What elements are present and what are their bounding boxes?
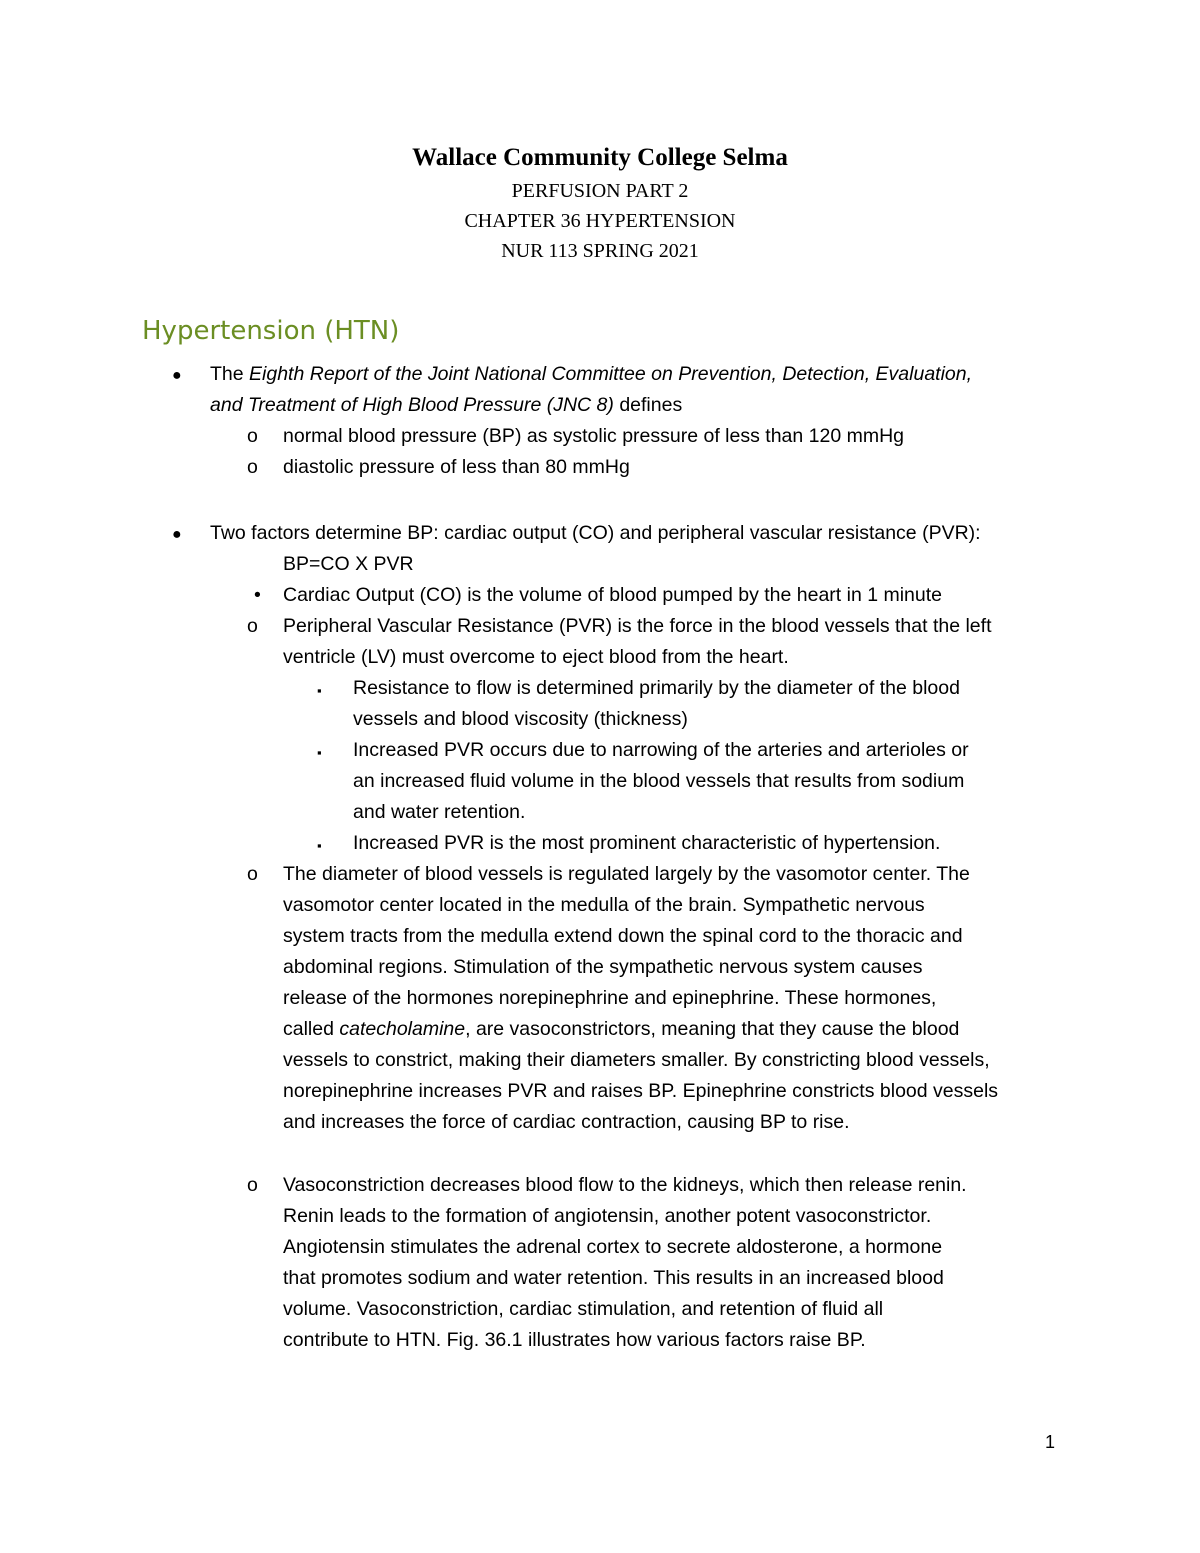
bullet-dot-icon: • bbox=[254, 584, 261, 606]
text-segment: , are vasoconstrictors, meaning that they cause the blood bbox=[465, 1018, 960, 1040]
vasomotor-line-4: abdominal regions. Stimulation of the sympathetic nervous system causes bbox=[283, 956, 923, 978]
text-segment: defines bbox=[613, 394, 683, 416]
increased-pvr-line-1: Increased PVR occurs due to narrowing of the arteries and arterioles or bbox=[353, 739, 969, 761]
text-segment: called bbox=[283, 1018, 340, 1040]
vasoconstriction-line-2: Renin leads to the formation of angiotensin, another potent vasoconstrictor. bbox=[283, 1205, 932, 1227]
chapter-title: CHAPTER 36 HYPERTENSION bbox=[464, 210, 736, 232]
bullet-circle-icon: o bbox=[247, 615, 258, 637]
cardiac-output-item: Cardiac Output (CO) is the volume of blood pumped by the heart in 1 minute bbox=[283, 584, 943, 606]
page-number: 1 bbox=[1045, 1432, 1056, 1452]
bullet-circle-icon: o bbox=[247, 456, 258, 478]
vasomotor-line-9: and increases the force of cardiac contraction, causing BP to rise. bbox=[283, 1111, 850, 1133]
vasoconstriction-line-1: Vasoconstriction decreases blood flow to the kidneys, which then release renin. bbox=[283, 1174, 967, 1196]
vasomotor-line-8: norepinephrine increases PVR and raises BP. Epinephrine constricts blood vessels bbox=[283, 1080, 999, 1102]
college-name: Wallace Community College Selma bbox=[412, 144, 788, 171]
vasomotor-line-2: vasomotor center located in the medulla of the brain. Sympathetic nervous bbox=[283, 894, 925, 916]
pvr-line-2: ventricle (LV) must overcome to eject blood from the heart. bbox=[283, 646, 789, 668]
bullet-square-icon: ▪ bbox=[317, 745, 322, 760]
term-catecholamine: catecholamine bbox=[339, 1018, 466, 1040]
vasoconstriction-line-6: contribute to HTN. Fig. 36.1 illustrates how various factors raise BP. bbox=[283, 1329, 866, 1351]
bullet-square-icon: ▪ bbox=[317, 838, 322, 853]
pvr-line-1: Peripheral Vascular Resistance (PVR) is the force in the blood vessels that the left bbox=[283, 615, 992, 637]
bullet-disc-icon: ● bbox=[172, 367, 182, 384]
bp-formula: BP=CO X PVR bbox=[283, 553, 414, 575]
bullet-circle-icon: o bbox=[247, 863, 258, 885]
vasoconstriction-line-5: volume. Vasoconstriction, cardiac stimulation, and retention of fluid all bbox=[283, 1298, 884, 1320]
vasomotor-line-3: system tracts from the medulla extend down the spinal cord to the thoracic and bbox=[283, 925, 963, 947]
vasoconstriction-line-4: that promotes sodium and water retention. This results in an increased blood bbox=[283, 1267, 944, 1289]
bp-factors-line: Two factors determine BP: cardiac output (CO) and peripheral vascular resistance (PVR): bbox=[210, 522, 981, 544]
report-title-part-2: and Treatment of High Blood Pressure (JNC 8) bbox=[210, 394, 614, 416]
jnc8-line-2 bbox=[210, 390, 682, 421]
vasomotor-line-7: vessels to constrict, making their diameters smaller. By constricting blood vessels, bbox=[283, 1049, 990, 1071]
normal-bp-item: normal blood pressure (BP) as systolic pressure of less than 120 mmHg bbox=[283, 425, 905, 447]
bullet-circle-icon: o bbox=[247, 425, 258, 447]
diastolic-item: diastolic pressure of less than 80 mmHg bbox=[283, 456, 630, 478]
vasomotor-line-5: release of the hormones norepinephrine and epinephrine. These hormones, bbox=[283, 987, 937, 1009]
vasomotor-line-1: The diameter of blood vessels is regulated largely by the vasomotor center. The bbox=[283, 863, 970, 885]
section-heading: Hypertension (HTN) bbox=[142, 316, 400, 346]
report-title-part-1: Eighth Report of the Joint National Committee on Prevention, Detection, Evaluation, bbox=[249, 363, 973, 385]
bullet-disc-icon: ● bbox=[172, 526, 182, 543]
course-term: NUR 113 SPRING 2021 bbox=[501, 240, 699, 262]
increased-pvr-line-2: an increased fluid volume in the blood vessels that results from sodium bbox=[353, 770, 965, 792]
text-segment: The bbox=[210, 363, 250, 385]
resistance-line-1: Resistance to flow is determined primarily by the diameter of the blood bbox=[353, 677, 960, 699]
bullet-square-icon: ▪ bbox=[317, 683, 322, 698]
vasomotor-line-6 bbox=[283, 1014, 959, 1045]
vasoconstriction-line-3: Angiotensin stimulates the adrenal cortex to secrete aldosterone, a hormone bbox=[283, 1236, 943, 1258]
prominent-characteristic: Increased PVR is the most prominent characteristic of hypertension. bbox=[353, 832, 941, 854]
jnc8-line-1 bbox=[210, 359, 972, 390]
resistance-line-2: vessels and blood viscosity (thickness) bbox=[353, 708, 688, 730]
document-header bbox=[0, 140, 1200, 266]
bullet-circle-icon: o bbox=[247, 1174, 258, 1196]
increased-pvr-line-3: and water retention. bbox=[353, 801, 526, 823]
course-part: PERFUSION PART 2 bbox=[511, 180, 689, 202]
